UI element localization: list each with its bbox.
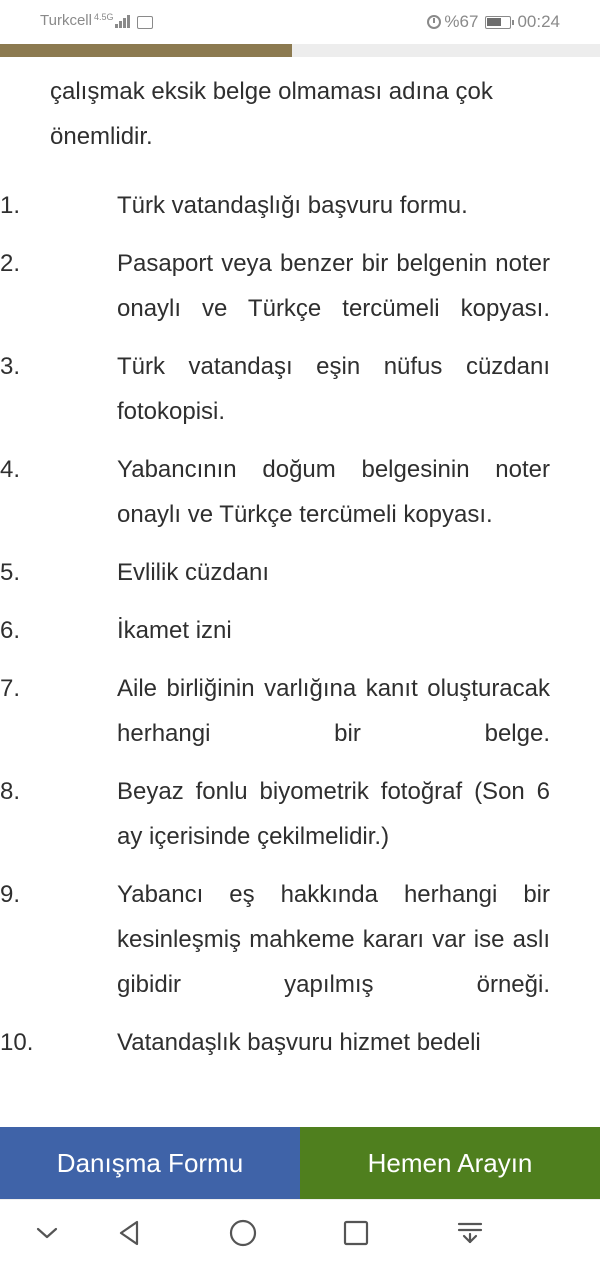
intro-paragraph: çalışmak eksik belge olmaması adına çok önemlidir. bbox=[50, 78, 493, 150]
status-left bbox=[40, 12, 153, 29]
list-item-text: Yabancı eş hakkında herhangi bir kesinleşmiş mahkeme kararı var ise aslı gibidir yapılmış örneği. bbox=[117, 881, 550, 998]
document-list-item bbox=[0, 183, 550, 228]
document-list-item bbox=[0, 769, 550, 859]
list-item-text: Türk vatandaşı eşin nüfus cüzdanı fotokopisi. bbox=[117, 353, 550, 425]
reading-progress-bar bbox=[0, 44, 600, 57]
status-bar bbox=[0, 0, 600, 44]
list-item-number: 7. bbox=[0, 675, 21, 702]
alarm-icon bbox=[427, 15, 441, 29]
consultation-form-button[interactable]: Danışma Formu bbox=[0, 1127, 300, 1199]
document-list-item bbox=[0, 550, 550, 595]
document-list-item bbox=[0, 608, 550, 653]
article-content bbox=[0, 57, 600, 1127]
list-item-text: Beyaz fonlu biyometrik fotoğraf (Son 6 ay içerisinde çekilmelidir.) bbox=[117, 778, 550, 850]
battery-percent: %67 bbox=[444, 12, 479, 31]
list-item-text: Evlilik cüzdanı bbox=[117, 559, 270, 586]
document-list-item bbox=[0, 447, 550, 537]
list-item-text: Vatandaşlık başvuru hizmet bedeli bbox=[117, 1029, 481, 1056]
document-list-item bbox=[0, 344, 550, 434]
battery-level bbox=[487, 18, 501, 26]
clock: 00:24 bbox=[517, 12, 560, 31]
list-item-number: 3. bbox=[0, 353, 21, 380]
battery-icon bbox=[485, 16, 511, 29]
notification-pull-icon[interactable] bbox=[455, 1218, 485, 1248]
status-right bbox=[427, 12, 560, 32]
back-triangle-icon[interactable] bbox=[115, 1218, 145, 1248]
list-item-number: 8. bbox=[0, 778, 21, 805]
list-item-number: 5. bbox=[0, 559, 21, 586]
list-item-number: 1. bbox=[0, 192, 21, 219]
list-item-number: 6. bbox=[0, 617, 21, 644]
document-list-item bbox=[0, 666, 550, 756]
list-item-number: 4. bbox=[0, 456, 21, 483]
list-item-text: Yabancının doğum belgesinin noter onaylı ve Türkçe tercümeli kopyası. bbox=[117, 456, 550, 528]
home-circle-icon[interactable] bbox=[228, 1218, 258, 1248]
list-item-number: 9. bbox=[0, 881, 21, 908]
document-list-item bbox=[0, 872, 550, 1007]
reading-progress-fill bbox=[0, 44, 292, 57]
list-item-text: İkamet izni bbox=[117, 617, 232, 644]
network-type-label: 4.5G bbox=[93, 12, 114, 22]
system-navigation-bar bbox=[0, 1199, 600, 1266]
list-item-text: Pasaport veya benzer bir belgenin noter onaylı ve Türkçe tercümeli kopyası. bbox=[117, 250, 550, 322]
chevron-down-icon[interactable] bbox=[32, 1218, 62, 1248]
list-item-text: Türk vatandaşlığı başvuru formu. bbox=[117, 192, 468, 219]
carrier-label: Turkcell bbox=[40, 12, 92, 29]
list-item-text: Aile birliğinin varlığına kanıt oluşturacak herhangi bir belge. bbox=[117, 675, 550, 747]
document-list-item bbox=[0, 241, 550, 331]
notification-app-icon bbox=[137, 16, 153, 29]
recents-square-icon[interactable] bbox=[341, 1218, 371, 1248]
document-list-item bbox=[0, 1020, 550, 1065]
signal-icon bbox=[115, 14, 131, 28]
cta-bar bbox=[0, 1127, 600, 1199]
list-item-number: 2. bbox=[0, 250, 21, 277]
required-documents-list bbox=[0, 183, 600, 1078]
list-item-number: 10. bbox=[0, 1029, 34, 1056]
call-now-button[interactable]: Hemen Arayın bbox=[300, 1127, 600, 1199]
